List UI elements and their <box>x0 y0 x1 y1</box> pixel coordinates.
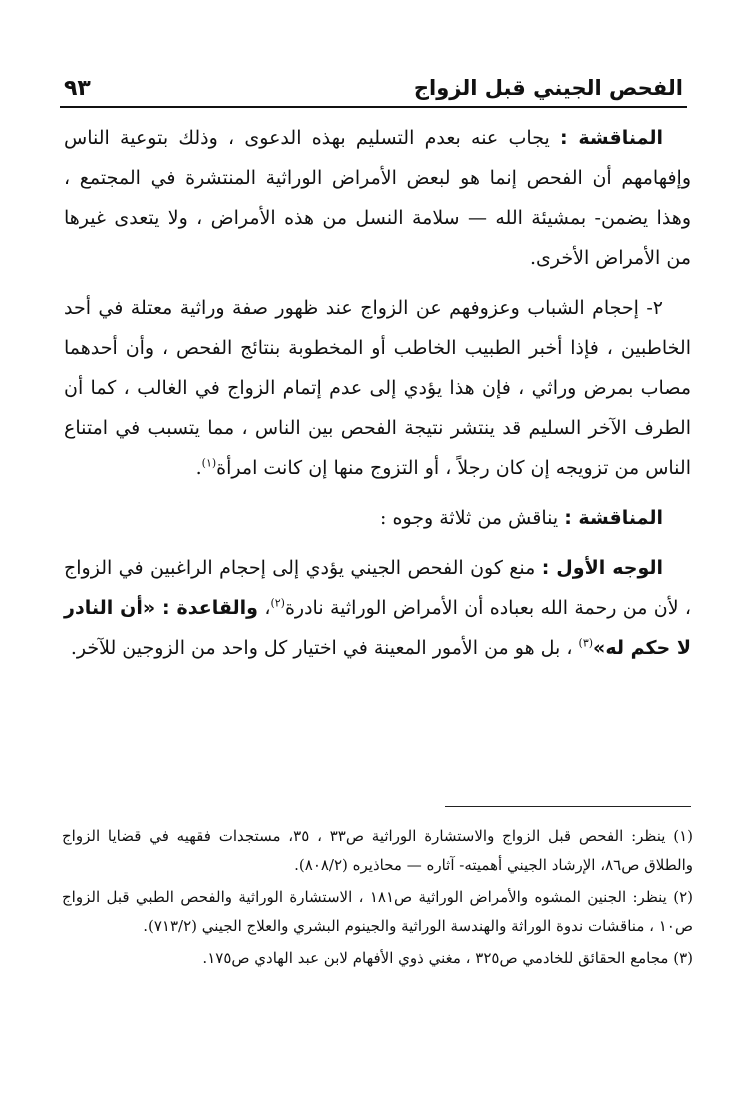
footnote-ref-2: (٢) <box>270 596 285 610</box>
footnote-3: (٣) مجامع الحقائق للخادمي ص٣٢٥ ، مغني ذوي الأفهام لابن عبد الهادي ص١٧٥. <box>202 949 693 967</box>
footnote-ref-1: (١) <box>201 456 217 470</box>
paragraph-text: يناقش من ثلاثة وجوه : <box>380 507 559 529</box>
running-header-title: الفحص الجيني قبل الزواج <box>413 76 683 100</box>
paragraph-first-aspect <box>64 548 691 668</box>
first-aspect-label: الوجه الأول : <box>541 557 664 579</box>
rule-quote: والقاعدة : «أن النادر لا حكم له» <box>64 597 691 659</box>
footnote-ref-3: (٣) <box>578 636 594 650</box>
discussion-label: المناقشة : <box>564 507 663 529</box>
paragraph-end: . <box>195 457 202 479</box>
paragraph-point-2 <box>64 288 691 488</box>
page-number: ٩٣ <box>64 76 91 101</box>
paragraph-separator: ، <box>257 597 271 619</box>
footnote-divider <box>445 806 691 807</box>
paragraph-text: ، بل هو من الأمور المعينة في اختيار كل واحد من الزوجين للآخر. <box>70 637 573 659</box>
footnotes <box>62 822 693 976</box>
paragraph-discussion-1 <box>64 118 691 278</box>
paragraph-text: ٢- إحجام الشباب وعزوفهم عن الزواج عند ظهور صفة وراثية معتلة في أحد الخاطبين ، فإذا أخبر الطبيب الخاطب أو المخطوبة بنتائج الفحص ، وأن أحدهما مصاب بمرض وراثي ، فإن هذا يؤدي إلى عدم إتمام الزواج في الغالب ، كما أن الطرف الآخر السليم قد ينتشر نتيجة الفحص بين الناس ، مما يتسبب في امتناع الناس من تزويجه إن كان رجلاً ، أو التزوج منها إن كانت امرأة <box>64 297 691 479</box>
footnote-2: (٢) ينظر: الجنين المشوه والأمراض الوراثية ص١٨١ ، الاستشارة الوراثية والفحص الطبي قبل الزواج ص١٠ ، مناقشات ندوة الوراثة والهندسة الوراثية والجينوم البشري والعلاج الجيني (٧١٣/٢). <box>62 888 693 935</box>
paragraph-text: يجاب عنه بعدم التسليم بهذه الدعوى ، وذلك بتوعية الناس وإفهامهم أن الفحص إنما هو لبعض الأمراض الوراثية المنتشرة في المجتمع ، وهذا يضمن- بمشيئة الله — سلامة النسل من هذه الأمراض ، ولا يتعدى غيرها من الأمراض الأخرى. <box>64 127 691 269</box>
paragraph-discussion-2 <box>64 498 691 538</box>
running-header <box>60 72 687 108</box>
paragraph-text: منع كون الفحص الجيني يؤدي إلى إحجام الراغبين في الزواج ، لأن من رحمة الله بعباده أن الأمراض الوراثية نادرة <box>64 557 692 619</box>
footnote-1: (١) ينظر: الفحص قبل الزواج والاستشارة الوراثية ص٣٣ ، ٣٥، مستجدات فقهيه في قضايا الزواج والطلاق ص٨٦، الإرشاد الجيني أهميته- آثاره — محاذيره (٨٠٨/٢). <box>62 827 693 874</box>
main-text <box>64 118 691 678</box>
discussion-label: المناقشة : <box>560 127 663 149</box>
